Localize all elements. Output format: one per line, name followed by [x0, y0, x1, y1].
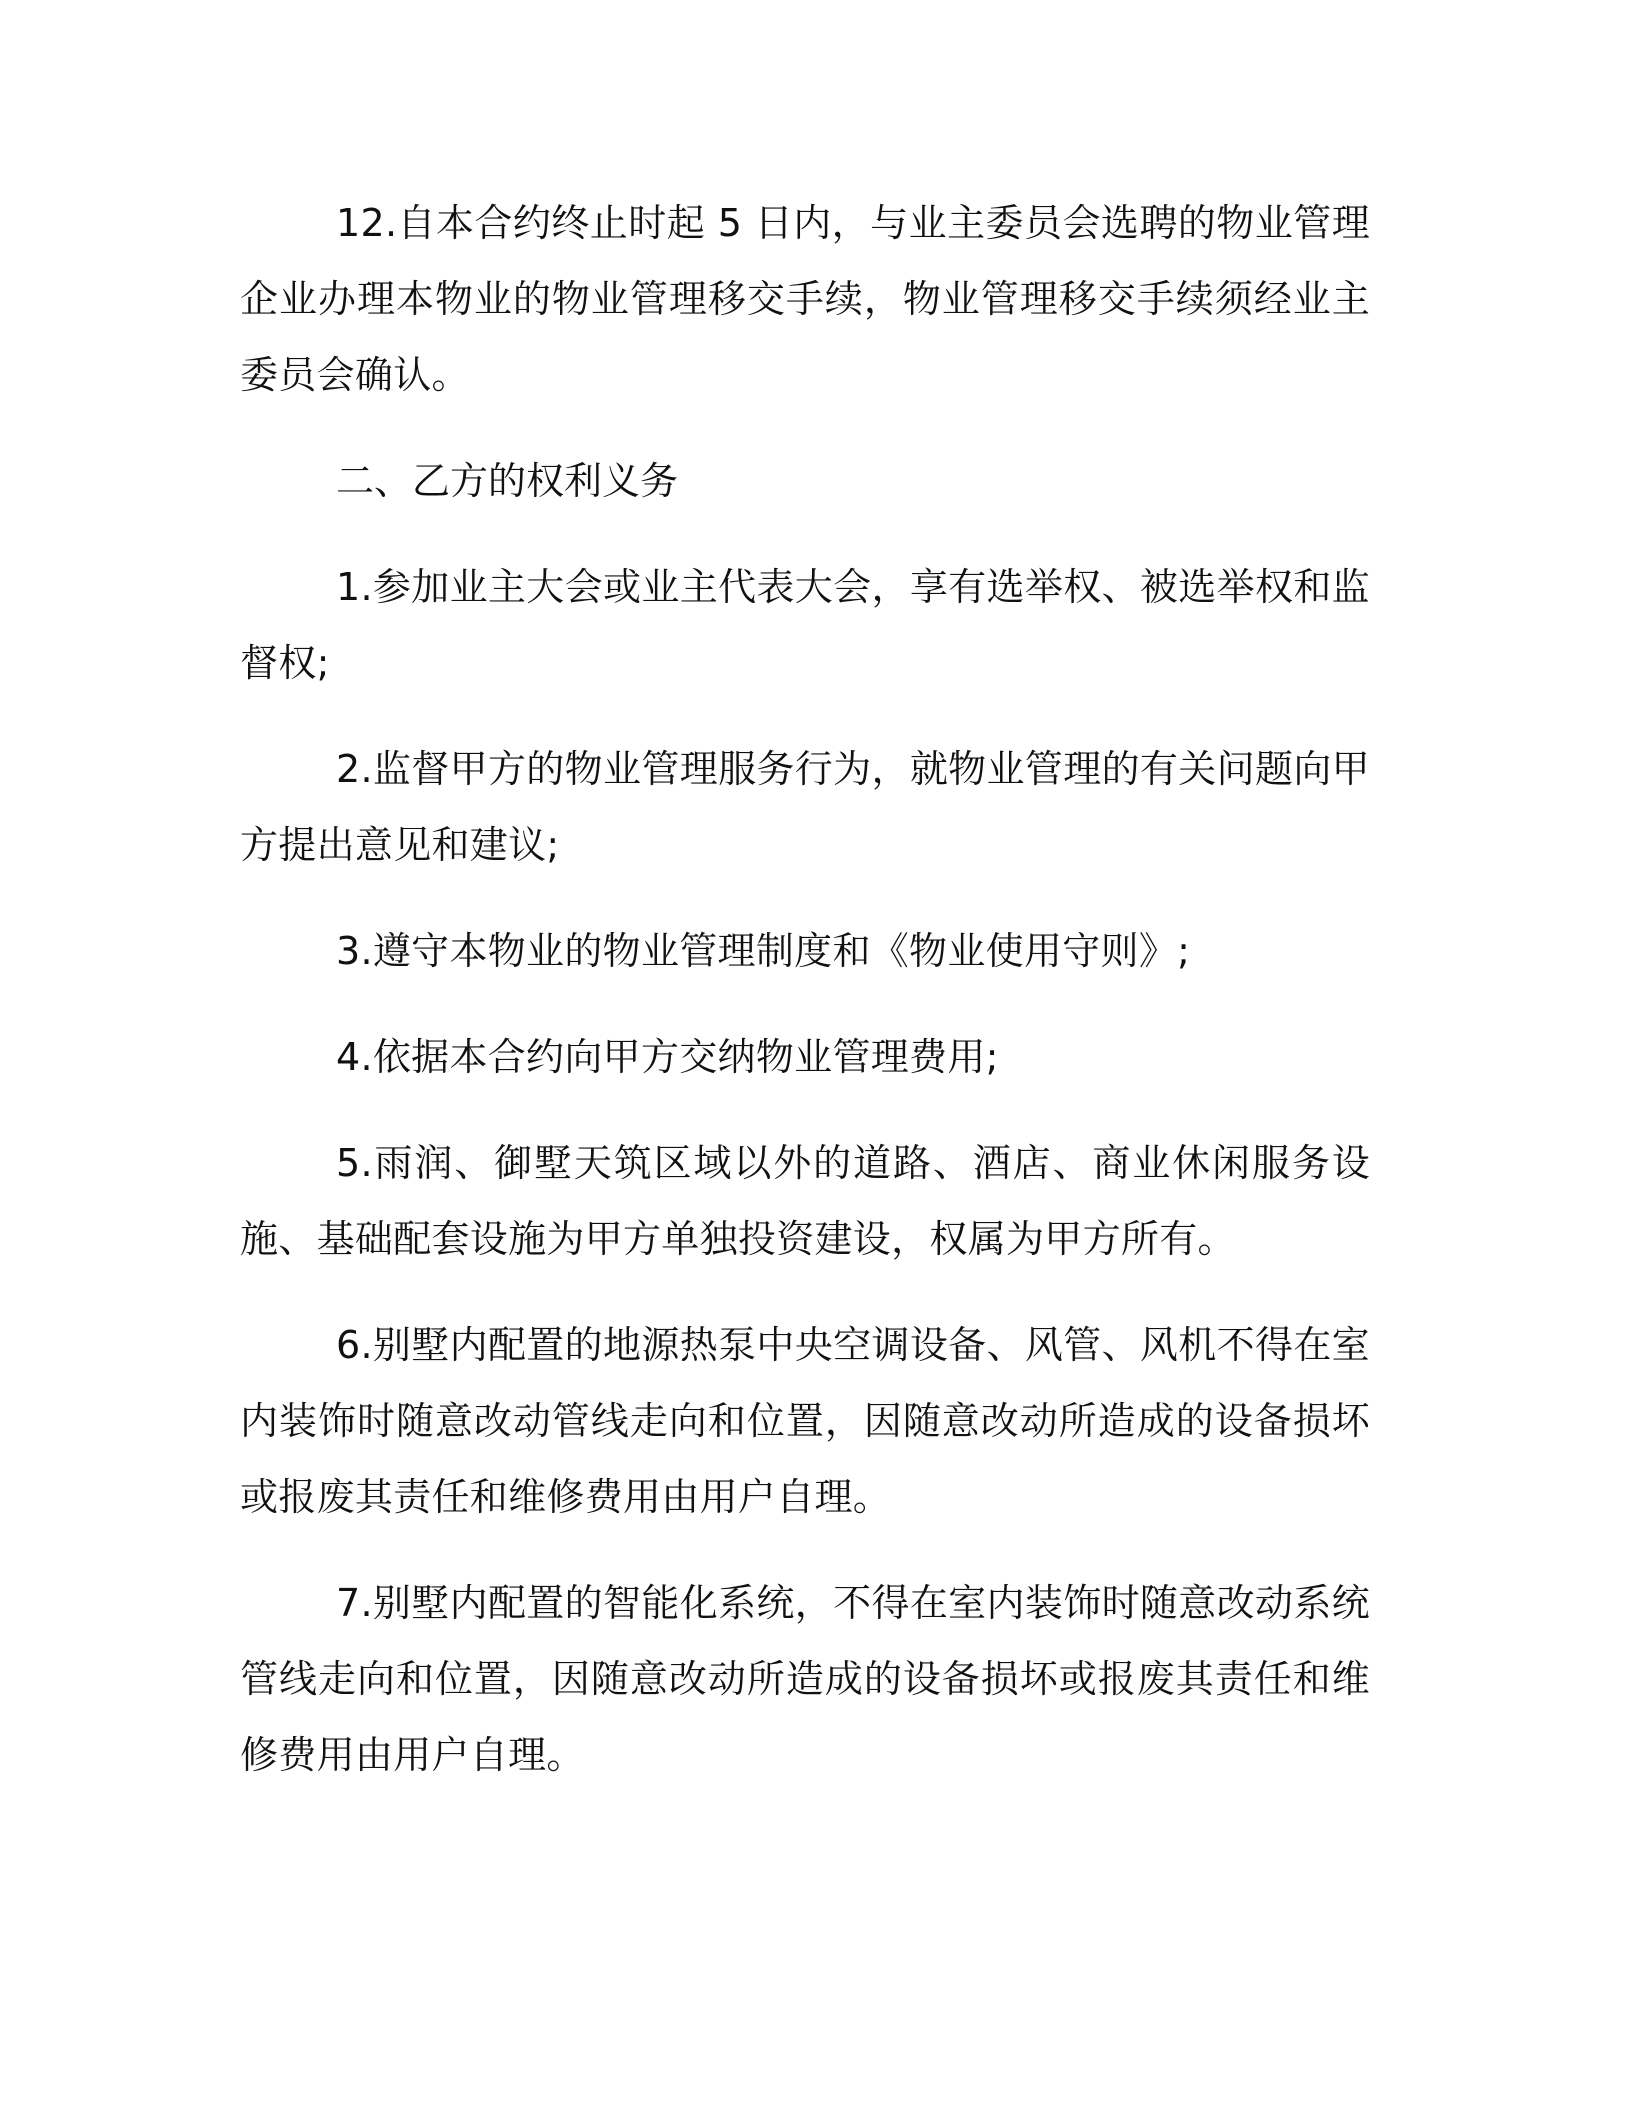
clause-1: 1.参加业主大会或业主代表大会，享有选举权、被选举权和监督权; — [240, 565, 1370, 685]
section-heading-party-b-rights: 二、乙方的权利义务 — [336, 459, 679, 503]
clause-3: 3.遵守本物业的物业管理制度和《物业使用守则》; — [336, 929, 1191, 973]
clause-5: 5.雨润、御墅天筑区域以外的道路、酒店、商业休闲服务设施、基础配套设施为甲方单独投资建设，权属为甲方所有。 — [240, 1141, 1370, 1261]
clause-6: 6.别墅内配置的地源热泵中央空调设备、风管、风机不得在室内装饰时随意改动管线走向和位置，因随意改动所造成的设备损坏或报废其责任和维修费用由用户自理。 — [240, 1323, 1370, 1519]
clause-7: 7.别墅内配置的智能化系统，不得在室内装饰时随意改动系统管线走向和位置，因随意改动所造成的设备损坏或报废其责任和维修费用由用户自理。 — [240, 1581, 1370, 1777]
document-page — [240, 185, 1370, 1823]
clause-4: 4.依据本合约向甲方交纳物业管理费用; — [336, 1035, 999, 1079]
clause-2: 2.监督甲方的物业管理服务行为，就物业管理的有关问题向甲方提出意见和建议; — [240, 747, 1370, 867]
clause-12: 12.自本合约终止时起 5 日内，与业主委员会选聘的物业管理企业办理本物业的物业管理移交手续，物业管理移交手续须经业主委员会确认。 — [240, 201, 1370, 397]
